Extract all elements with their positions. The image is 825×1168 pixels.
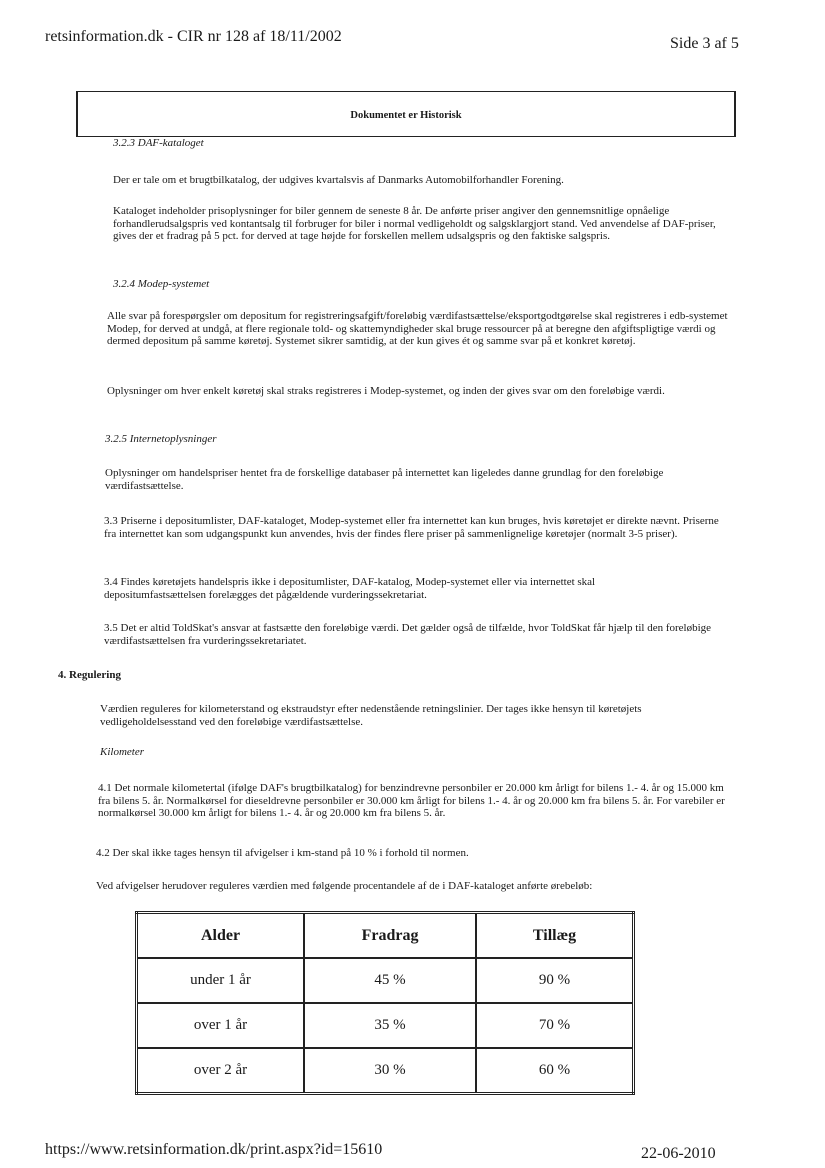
table-cell-alder: over 1 år (137, 1003, 305, 1048)
table-cell-fradrag: 30 % (304, 1048, 476, 1094)
table-cell-alder: over 2 år (137, 1048, 305, 1094)
footer-date: 22-06-2010 (641, 1145, 716, 1162)
section-3-5-paragraph: 3.5 Det er altid ToldSkat's ansvar at fastsætte den foreløbige værdi. Det gælder også de tilfælde, hvor ToldSkat får hjælp til den foreløbige værdifastsættelsen fra vurderingssekretariatet. (104, 622, 712, 647)
section-4-2-paragraph-2: Ved afvigelser herudover reguleres værdien med følgende procentandele af de i DAF-kataloget anførte ørebeløb: (96, 880, 593, 892)
page-header-title: retsinformation.dk - CIR nr 128 af 18/11/2002 (45, 28, 342, 45)
page-number: Side 3 af 5 (670, 35, 739, 52)
table-cell-tillaeg: 70 % (476, 1003, 634, 1048)
section-3-2-4-heading: 3.2.4 Modep-systemet (113, 278, 210, 290)
column-header-tillaeg: Tillæg (476, 913, 634, 959)
table-row (137, 1048, 634, 1094)
column-header-alder: Alder (137, 913, 305, 959)
historic-banner (76, 91, 736, 137)
section-3-2-5-heading: 3.2.5 Internetoplysninger (105, 433, 217, 445)
historic-banner-text: Dokumentet er Historisk (350, 110, 462, 121)
table-cell-tillaeg: 60 % (476, 1048, 634, 1094)
table-header-row (137, 913, 634, 959)
table-row (137, 958, 634, 1003)
kilometer-heading: Kilometer (100, 746, 144, 758)
section-3-3-paragraph: 3.3 Priserne i depositumlister, DAF-kataloget, Modep-systemet eller fra internettet kan kun bruges, hvis køretøjet er direkte nævnt. Priserne fra internettet kan som udgangspunkt kun anvendes, hvis der findes flere priser på sammenlignelige køretøjer (normalt 3-5 priser). (104, 515, 719, 540)
section-3-2-3-heading: 3.2.3 DAF-kataloget (113, 137, 204, 149)
section-3-4-paragraph: 3.4 Findes køretøjets handelspris ikke i depositumlister, DAF-katalog, Modep-systemet eller via internettet skal depositumfastsættelsen forelægges det pågældende vurderingssekretariat. (104, 576, 596, 601)
table-cell-tillaeg: 90 % (476, 958, 634, 1003)
table-row (137, 1003, 634, 1048)
regulation-table (135, 911, 635, 1095)
section-3-2-3-paragraph-2: Kataloget indeholder prisoplysninger for biler gennem de seneste 8 år. De anførte priser angiver den gennemsnitlige opnåelige forhandlerudsalgspris ved kontantsalg til forbruger for biler i normal vedligeholdt og salgsklargjort stand. Ved anvendelse af DAF-priser, gives der et fradrag på 5 pct. for derved at tage højde for forskellen mellem udsalgspris og den faktiske salgspris. (113, 205, 716, 242)
table-cell-fradrag: 45 % (304, 958, 476, 1003)
table-cell-fradrag: 35 % (304, 1003, 476, 1048)
section-4-1-paragraph: 4.1 Det normale kilometertal (ifølge DAF's brugtbilkatalog) for benzindrevne personbiler er 20.000 km årligt for bilens 1.- 4. år og 15.000 km fra bilens 5. år. Normalkørsel for dieseldrevne personbiler er 30.000 km årligt for bilens 1.- 4. år og 20.000 km fra bilens 5. år. For varebiler er normalkørsel 30.000 km årligt for bilens 1.- 4. år og 20.000 km fra bilens 5. år. (98, 782, 725, 819)
section-3-2-4-paragraph-1: Alle svar på forespørgsler om depositum for registreringsafgift/foreløbig værdifastsættelse/eksportgodtgørelse skal registreres i edb-systemet Modep, for derved at undgå, at flere regionale told- og skattemyndigheder skal bruge ressourcer på at beregne den afgiftspligtige værdi og dermed depositum på samme køretøj. Systemet sikrer samtidig, at der kun gives ét og samme svar på et konkret køretøj. (107, 310, 728, 347)
section-4-heading: 4. Regulering (58, 669, 121, 681)
section-4-2-paragraph: 4.2 Der skal ikke tages hensyn til afvigelser i km-stand på 10 % i forhold til normen. (96, 847, 469, 859)
footer-url: https://www.retsinformation.dk/print.aspx?id=15610 (45, 1141, 383, 1158)
section-3-2-5-paragraph-1: Oplysninger om handelspriser hentet fra de forskellige databaser på internettet kan ligeledes danne grundlag for den foreløbige værdifastsættelse. (105, 467, 664, 492)
section-3-2-3-paragraph-1: Der er tale om et brugtbilkatalog, der udgives kvartalsvis af Danmarks Automobilforhandler Forening. (113, 174, 564, 186)
column-header-fradrag: Fradrag (304, 913, 476, 959)
section-4-paragraph: Værdien reguleres for kilometerstand og ekstraudstyr efter nedenstående retningslinier. Der tages ikke hensyn til køretøjets vedligeholdelsesstand ved den foreløbige værdifastsættelse. (100, 703, 642, 728)
section-3-2-4-paragraph-2: Oplysninger om hver enkelt køretøj skal straks registreres i Modep-systemet, og inden der gives svar om den foreløbige værdi. (107, 385, 665, 397)
table-cell-alder: under 1 år (137, 958, 305, 1003)
